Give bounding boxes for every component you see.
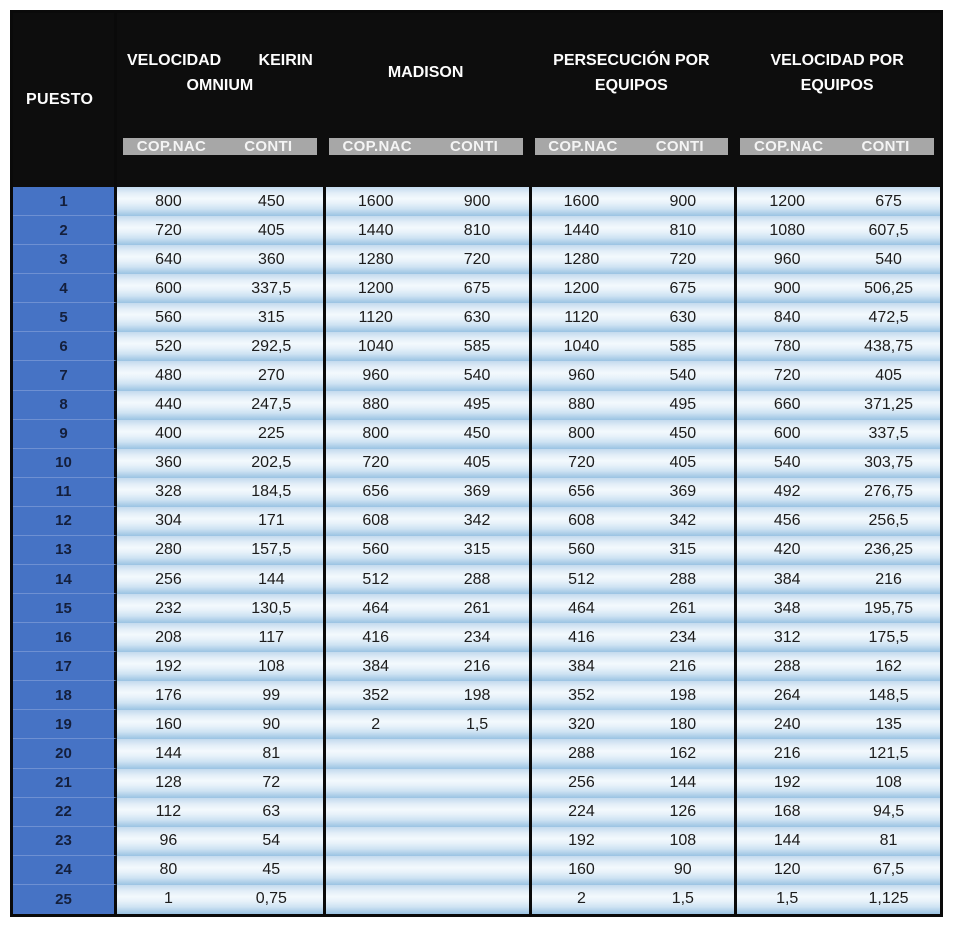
points-cell: 162 [837,652,940,681]
points-cell: 240 [734,710,837,739]
points-cell: 1,5 [734,885,837,914]
points-cell: 630 [631,303,734,332]
points-cell: 171 [220,507,323,536]
points-cell: 236,25 [837,536,940,565]
points-cell: 202,5 [220,449,323,478]
points-cell: 94,5 [837,798,940,827]
subheader-label: COP.NAC [548,138,618,155]
points-cell: 90 [220,710,323,739]
points-cell: 1200 [323,274,426,303]
row-number-cell: 11 [13,478,117,507]
points-cell: 880 [529,391,632,420]
points-cell: 81 [220,739,323,768]
points-cell [426,827,529,856]
points-cell: 540 [426,361,529,390]
points-cell: 2 [323,710,426,739]
points-cell: 234 [426,623,529,652]
points-cell: 607,5 [837,216,940,245]
puesto-header-cell [13,13,117,187]
points-cell: 360 [220,245,323,274]
points-cell: 506,25 [837,274,940,303]
points-cell: 342 [631,507,734,536]
points-cell: 540 [631,361,734,390]
points-cell: 99 [220,681,323,710]
table-row [13,216,940,245]
points-cell: 1080 [734,216,837,245]
points-cell: 800 [529,420,632,449]
points-cell: 192 [117,652,220,681]
points-cell: 1600 [323,187,426,216]
points-cell: 371,25 [837,391,940,420]
table-row [13,681,940,710]
subheader-graybox [327,136,525,157]
table-row [13,274,940,303]
subheader-label: COP.NAC [754,138,824,155]
row-number-cell: 22 [13,798,117,827]
points-cell: 1200 [529,274,632,303]
points-cell: 337,5 [837,420,940,449]
points-cell: 630 [426,303,529,332]
points-cell [323,885,426,914]
group-title-line: OMNIUM [186,76,254,94]
row-number-cell: 8 [13,391,117,420]
group-title-line: EQUIPOS [594,76,668,94]
points-cell: 640 [117,245,220,274]
group-title [529,13,735,134]
points-cell: 900 [631,187,734,216]
subheader-label: COP.NAC [136,138,207,155]
points-cell: 45 [220,856,323,885]
points-cell: 63 [220,798,323,827]
table-row [13,332,940,361]
points-cell: 216 [426,652,529,681]
subheader-group-cell [529,134,735,187]
points-cell: 80 [117,856,220,885]
points-cell: 675 [631,274,734,303]
points-cell: 256 [529,769,632,798]
points-cell: 495 [631,391,734,420]
subheader-label: CONTI [244,138,293,155]
points-cell: 160 [117,710,220,739]
row-number-cell: 2 [13,216,117,245]
points-cell: 800 [323,420,426,449]
points-cell: 135 [837,710,940,739]
points-cell: 312 [734,623,837,652]
points-cell: 1280 [323,245,426,274]
points-cell: 270 [220,361,323,390]
points-cell: 280 [117,536,220,565]
table-header [13,13,940,187]
points-cell: 130,5 [220,594,323,623]
points-cell: 1440 [529,216,632,245]
row-number-cell: 25 [13,885,117,914]
points-cell: 144 [631,769,734,798]
points-cell: 288 [529,739,632,768]
points-cell: 369 [631,478,734,507]
points-cell: 1,5 [631,885,734,914]
points-cell: 585 [426,332,529,361]
points-cell: 520 [117,332,220,361]
points-cell: 216 [734,739,837,768]
points-cell: 198 [631,681,734,710]
points-cell: 108 [837,769,940,798]
points-cell: 400 [117,420,220,449]
row-number-cell: 14 [13,565,117,594]
points-cell: 420 [734,536,837,565]
points-cell: 315 [220,303,323,332]
subheader-label: COP.NAC [342,138,412,155]
points-cell: 81 [837,827,940,856]
table-row [13,420,940,449]
points-cell: 2 [529,885,632,914]
points-cell: 512 [323,565,426,594]
points-cell: 456 [734,507,837,536]
row-number-cell: 1 [13,187,117,216]
points-cell: 656 [323,478,426,507]
points-cell: 54 [220,827,323,856]
points-cell: 480 [117,361,220,390]
points-cell: 315 [631,536,734,565]
points-cell: 67,5 [837,856,940,885]
points-cell: 438,75 [837,332,940,361]
points-cell: 225 [220,420,323,449]
points-cell: 288 [631,565,734,594]
points-cell: 960 [734,245,837,274]
table-row [13,769,940,798]
points-cell: 675 [426,274,529,303]
points-cell: 184,5 [220,478,323,507]
points-cell: 288 [426,565,529,594]
points-cell: 608 [529,507,632,536]
points-cell: 1120 [323,303,426,332]
points-cell: 450 [631,420,734,449]
points-cell: 195,75 [837,594,940,623]
subheader-group-cell [117,134,323,187]
points-cell: 369 [426,478,529,507]
points-cell [426,798,529,827]
points-cell: 256 [117,565,220,594]
points-cell: 0,75 [220,885,323,914]
row-number-cell: 23 [13,827,117,856]
points-cell: 315 [426,536,529,565]
points-cell: 96 [117,827,220,856]
points-cell: 900 [426,187,529,216]
table-row [13,827,940,856]
points-cell: 72 [220,769,323,798]
group-title [117,13,323,134]
subheader-group-cell [734,134,940,187]
points-cell: 800 [117,187,220,216]
points-cell: 360 [117,449,220,478]
points-cell: 405 [220,216,323,245]
points-cell: 1,5 [426,710,529,739]
table-row [13,594,940,623]
points-cell [323,827,426,856]
points-cell: 608 [323,507,426,536]
points-cell: 450 [220,187,323,216]
points-cell: 328 [117,478,220,507]
table-row [13,478,940,507]
table-row [13,245,940,274]
points-cell: 540 [837,245,940,274]
points-cell: 276,75 [837,478,940,507]
points-cell: 880 [323,391,426,420]
points-cell: 1440 [323,216,426,245]
points-cell: 352 [323,681,426,710]
points-cell: 303,75 [837,449,940,478]
points-cell: 256,5 [837,507,940,536]
points-cell: 464 [323,594,426,623]
row-number-cell: 5 [13,303,117,332]
points-cell: 720 [323,449,426,478]
points-cell: 117 [220,623,323,652]
points-cell: 384 [323,652,426,681]
row-number-cell: 9 [13,420,117,449]
row-number-cell: 18 [13,681,117,710]
table-row [13,652,940,681]
table-row [13,391,940,420]
row-number-cell: 10 [13,449,117,478]
points-cell: 1600 [529,187,632,216]
subheader-label: CONTI [655,138,704,155]
group-title-line: PERSECUCIÓN POR [553,51,710,69]
points-cell: 472,5 [837,303,940,332]
table-row [13,536,940,565]
points-cell: 840 [734,303,837,332]
row-number-cell: 21 [13,769,117,798]
points-cell: 900 [734,274,837,303]
row-number-cell: 19 [13,710,117,739]
points-cell: 675 [837,187,940,216]
row-number-cell: 4 [13,274,117,303]
points-cell: 288 [734,652,837,681]
points-cell: 304 [117,507,220,536]
table-row [13,507,940,536]
points-cell: 292,5 [220,332,323,361]
points-cell: 450 [426,420,529,449]
points-cell: 144 [220,565,323,594]
points-cell: 342 [426,507,529,536]
points-cell [323,769,426,798]
subheader-graybox [121,136,319,157]
points-cell: 585 [631,332,734,361]
points-cell: 175,5 [837,623,940,652]
table-row [13,739,940,768]
points-cell: 495 [426,391,529,420]
points-cell: 126 [631,798,734,827]
points-cell: 121,5 [837,739,940,768]
points-cell: 234 [631,623,734,652]
table-row [13,856,940,885]
table-row [13,885,940,914]
group-titles-row [117,13,940,134]
table-row [13,565,940,594]
points-cell: 112 [117,798,220,827]
points-cell: 157,5 [220,536,323,565]
points-cell: 168 [734,798,837,827]
points-cell: 720 [426,245,529,274]
points-cell: 176 [117,681,220,710]
points-cell: 108 [631,827,734,856]
points-cell: 1120 [529,303,632,332]
puesto-header-label: PUESTO [26,91,94,108]
points-cell: 416 [323,623,426,652]
row-number-cell: 6 [13,332,117,361]
points-table [10,10,943,917]
points-cell: 144 [734,827,837,856]
row-number-cell: 16 [13,623,117,652]
points-cell: 1200 [734,187,837,216]
points-cell: 512 [529,565,632,594]
points-cell [426,739,529,768]
subheaders-row [117,134,940,187]
table-row [13,361,940,390]
row-number-cell: 20 [13,739,117,768]
points-cell: 192 [529,827,632,856]
points-cell: 1040 [529,332,632,361]
points-cell: 720 [529,449,632,478]
points-cell: 247,5 [220,391,323,420]
group-title [734,13,940,134]
points-cell: 405 [837,361,940,390]
points-cell: 405 [426,449,529,478]
points-cell: 440 [117,391,220,420]
points-cell: 810 [631,216,734,245]
group-title-line: EQUIPOS [800,76,874,94]
points-cell: 810 [426,216,529,245]
points-cell: 720 [734,361,837,390]
points-cell: 162 [631,739,734,768]
points-cell: 1280 [529,245,632,274]
points-cell: 90 [631,856,734,885]
points-cell: 224 [529,798,632,827]
row-number-cell: 3 [13,245,117,274]
points-cell [426,856,529,885]
points-cell: 216 [631,652,734,681]
points-cell: 192 [734,769,837,798]
points-cell: 180 [631,710,734,739]
points-cell: 492 [734,478,837,507]
table-row [13,303,940,332]
table-row [13,623,940,652]
points-cell: 198 [426,681,529,710]
points-cell: 1 [117,885,220,914]
points-cell: 960 [529,361,632,390]
points-cell: 352 [529,681,632,710]
subheader-group-cell [323,134,529,187]
points-cell [426,885,529,914]
points-cell: 720 [631,245,734,274]
points-cell: 208 [117,623,220,652]
points-cell: 560 [323,536,426,565]
group-title-line: MADISON [387,64,464,82]
points-cell: 1,125 [837,885,940,914]
subheader-graybox [533,136,731,157]
points-cell: 128 [117,769,220,798]
points-cell: 160 [529,856,632,885]
table-row [13,710,940,739]
points-cell: 216 [837,565,940,594]
points-cell: 264 [734,681,837,710]
points-cell: 560 [117,303,220,332]
points-cell: 261 [426,594,529,623]
points-cell: 720 [117,216,220,245]
row-number-cell: 17 [13,652,117,681]
table-body [13,187,940,914]
row-number-cell: 13 [13,536,117,565]
points-cell: 384 [529,652,632,681]
points-cell: 120 [734,856,837,885]
points-cell: 464 [529,594,632,623]
points-cell [323,856,426,885]
table-row [13,187,940,216]
points-cell: 320 [529,710,632,739]
points-cell [323,739,426,768]
points-cell: 1040 [323,332,426,361]
points-cell: 660 [734,391,837,420]
points-cell: 148,5 [837,681,940,710]
row-number-cell: 7 [13,361,117,390]
points-cell [426,769,529,798]
subheader-label: CONTI [861,138,910,155]
table-row [13,798,940,827]
points-cell: 960 [323,361,426,390]
points-cell: 656 [529,478,632,507]
points-cell [323,798,426,827]
points-cell: 144 [117,739,220,768]
row-number-cell: 12 [13,507,117,536]
header-right [117,13,940,187]
row-number-cell: 24 [13,856,117,885]
subheader-label: CONTI [449,138,499,155]
points-cell: 232 [117,594,220,623]
table-row [13,449,940,478]
points-cell: 405 [631,449,734,478]
points-cell: 600 [734,420,837,449]
group-title-line: VELOCIDAD KEIRIN [127,51,313,69]
row-number-cell: 15 [13,594,117,623]
points-cell: 600 [117,274,220,303]
points-cell: 416 [529,623,632,652]
points-cell: 560 [529,536,632,565]
points-cell: 384 [734,565,837,594]
points-cell: 337,5 [220,274,323,303]
group-title [323,13,529,134]
group-title-line: VELOCIDAD POR [770,51,904,69]
points-cell: 261 [631,594,734,623]
points-cell: 780 [734,332,837,361]
points-cell: 348 [734,594,837,623]
subheader-graybox [738,136,936,157]
points-cell: 540 [734,449,837,478]
points-cell: 108 [220,652,323,681]
